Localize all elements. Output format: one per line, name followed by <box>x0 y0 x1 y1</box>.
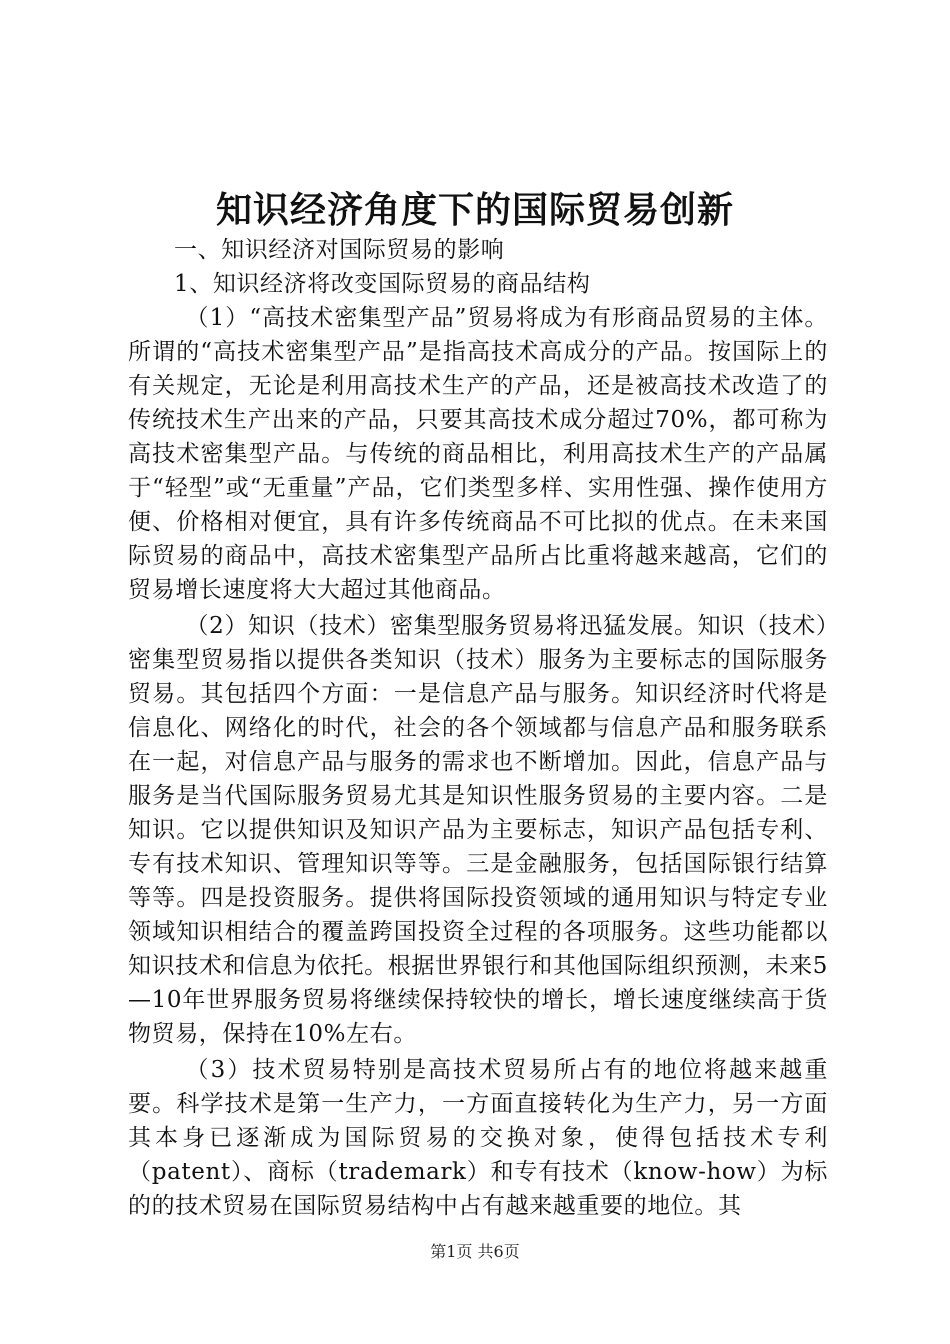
document-title: 知识经济角度下的国际贸易创新 <box>215 189 734 231</box>
paragraph-2: （2）知识（技术）密集型服务贸易将迅猛发展。知识（技术）密集型贸易指以提供各类知识（技术）服务为主要标志的国际服务贸易。其包括四个方面：一是信息产品与服务。知识经济时代将是信息化、网络化的时代，社会的各个领域都与信息产品和服务联系在一起，对信息产品与服务的需求也不断增加。因此，信息产品与服务是当代国际服务贸易尤其是知识性服务贸易的主要内容。二是知识。它以提供知识及知识产品为主要标志，知识产品包括专利、专有技术知识、管理知识等等。三是金融服务，包括国际银行结算等等。四是投资服务。提供将国际投资领域的通用知识与特定专业领域知识相结合的覆盖跨国投资全过程的各项服务。这些功能都以知识技术和信息为依托。根据世界银行和其他国际组织预测，未来5—10年世界服务贸易将继续保持较快的增长，增长速度继续高于货物贸易，保持在10%左右。 <box>128 613 828 1047</box>
page-number-footer: 第1页 共6页 <box>430 1242 520 1261</box>
document-body <box>128 233 828 1223</box>
paragraph-3: （3）技术贸易特别是高技术贸易所占有的地位将越来越重要。科学技术是第一生产力，一方面直接转化为生产力，另一方面其本身已逐渐成为国际贸易的交换对象，使得包括技术专利（patent）、商标（trademark）和专有技术（know-how）为标的的技术贸易在国际贸易结构中占有越来越重要的地位。其 <box>128 1057 828 1219</box>
subsection-heading: 1、知识经济将改变国际贸易的商品结构 <box>174 271 591 297</box>
section-heading: 一、知识经济对国际贸易的影响 <box>174 237 505 263</box>
paragraph-1: （1）“高技术密集型产品”贸易将成为有形商品贸易的主体。所谓的“高技术密集型产品”是指高技术高成分的产品。按国际上的有关规定，无论是利用高技术生产的产品，还是被高技术改造了的传统技术生产出来的产品，只要其高技术成分超过70%，都可称为高技术密集型产品。与传统的商品相比，利用高技术生产的产品属于“轻型”或“无重量”产品，它们类型多样、实用性强、操作使用方便、价格相对便宜，具有许多传统商品不可比拟的优点。在未来国际贸易的商品中，高技术密集型产品所占比重将越来越高，它们的贸易增长速度将大大超过其他商品。 <box>128 305 828 603</box>
